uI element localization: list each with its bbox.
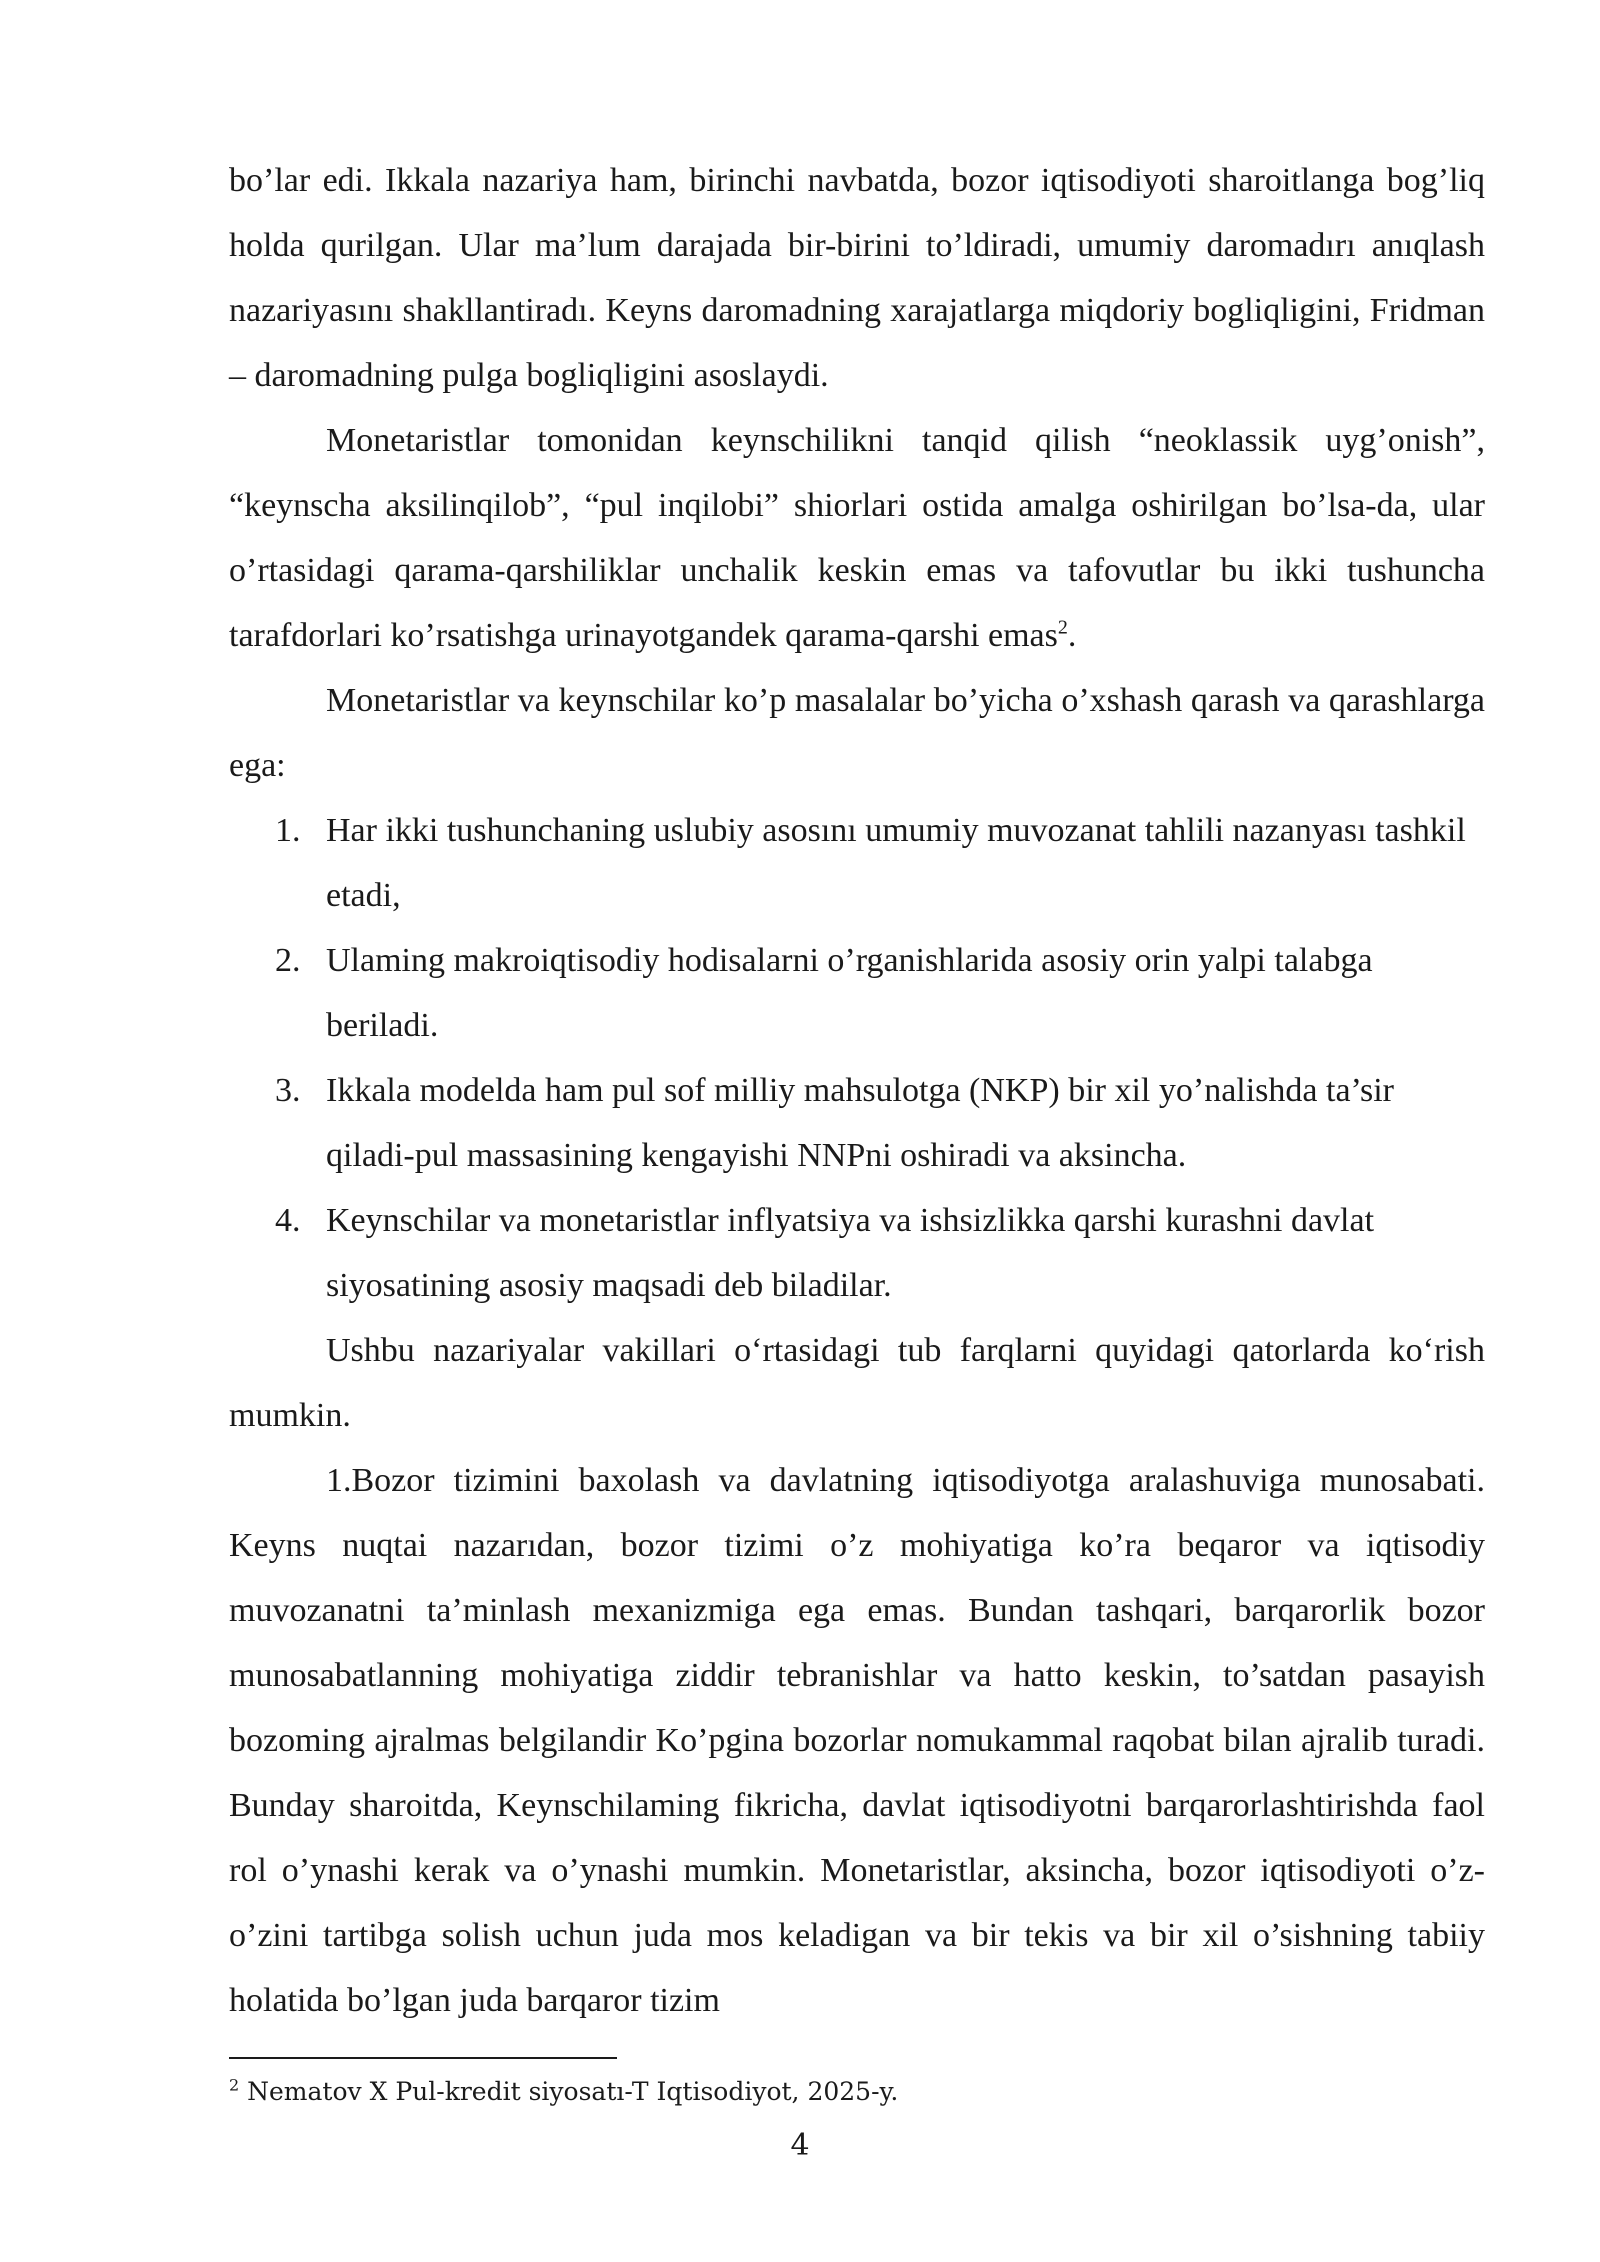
list-item [229, 798, 1485, 928]
list-number: 3. [275, 1072, 301, 1109]
footnote [229, 2074, 1485, 2110]
list-item-text: Ulaming makroiqtisodiy hodisalarni o’rganishlarida asosiy orin yalpi talabga beriladi. [326, 942, 1373, 1044]
list-number: 1. [275, 812, 301, 849]
paragraph-text: bo’lar edi. Ikkala nazariya ham, birinchi navbatda, bozor iqtisodiyoti sharoitlanga bog’liq holda qurilgan. Ular ma’lum darajada bir-birini to’ldiradi, umumiy daromadırı anıqlash nazariyasını shakllantiradı. Keyns daromadning xarajatlarga miqdoriy bogliqligini, Fridman – daromadning pulga bogliqligini asoslaydi. [229, 162, 1485, 394]
list-item [229, 928, 1485, 1058]
list-number: 4. [275, 1202, 301, 1239]
footnote-mark: 2 [229, 2075, 240, 2095]
page-number: 4 [790, 2128, 810, 2163]
footnote-text: Nematov X Pul-kredit siyosatı-T Iqtisodiyot, 2025-y. [247, 2077, 899, 2106]
list-item [229, 1188, 1485, 1318]
footnote-reference[interactable]: 2 [1057, 616, 1068, 639]
paragraph-text: Ushbu nazariyalar vakillari o‘rtasidagi tub farqlarni quyidagi qatorlarda ko‘rish mumkin. [229, 1332, 1485, 1434]
sentence-period: . [1067, 617, 1077, 654]
similarities-list [229, 798, 1485, 1318]
paragraph-monetarist-critique [229, 408, 1485, 668]
paragraph-text: Monetaristlar va keynschilar ko’p masalalar bo’yicha o’xshash qarash va qarashlarga ega: [229, 682, 1485, 784]
footnote-separator [229, 2057, 617, 2059]
list-item-text: Keynschilar va monetaristlar inflyatsiya va ishsizlikka qarshi kurashni davlat siyosatining asosiy maqsadi deb biladilar. [326, 1202, 1375, 1304]
paragraph-continuation [229, 148, 1485, 408]
paragraph-differences-intro [229, 1318, 1485, 1448]
body-text [229, 148, 1485, 2033]
list-item-text: Ikkala modelda ham pul sof milliy mahsulotga (NKP) bir xil yo’nalishda ta’sir qiladi-pul massasining kengayishi NNPni oshiradi va aksincha. [326, 1072, 1394, 1174]
paragraph-text: Monetaristlar tomonidan keynschilikni tanqid qilish “neoklassik uyg’onish”, “keynscha aksilinqilob”, “pul inqilobi” shiorlari ostida amalga oshirilgan bo’lsa-da, ular o’rtasidagi qarama-qarshiliklar unchalik keskin emas va tafovutlar bu ikki tushuncha tarafdorlari ko’rsatishga urinayotgandek qarama-qarshi emas [229, 422, 1485, 654]
paragraph-text: 1.Bozor tizimini baxolash va davlatning iqtisodiyotga aralashuviga munosabati. Keyns nuqtai nazarıdan, bozor tizimi o’z mohiyatiga ko’ra beqaror va iqtisodiy muvozanatni ta’minlash mexanizmiga ega emas. Bundan tashqari, barqarorlik bozor munosabatlanning mohiyatiga ziddir tebranishlar va hatto keskin, to’satdan pasayish bozoming ajralmas belgilandir Ko’pgina bozorlar nomukammal raqobat bilan ajralib turadi. Bunday sharoitda, Keynschilaming fikricha, davlat iqtisodiyotni barqarorlashtirishda faol rol o’ynashi kerak va o’ynashi mumkin. Monetaristlar, aksincha, bozor iqtisodiyoti o’z-o’zini tartibga solish uchun juda mos keladigan va bir tekis va bir xil o’sishning tabiiy holatida bo’lgan juda barqaror tizim [229, 1462, 1485, 2019]
list-number: 2. [275, 942, 301, 979]
paragraph-market-evaluation [229, 1448, 1485, 2033]
list-item [229, 1058, 1485, 1188]
list-item-text: Har ikki tushunchaning uslubiy asosını umumiy muvozanat tahlili nazanyası tashkil etadi, [326, 812, 1466, 914]
paragraph-similarities-intro [229, 668, 1485, 798]
